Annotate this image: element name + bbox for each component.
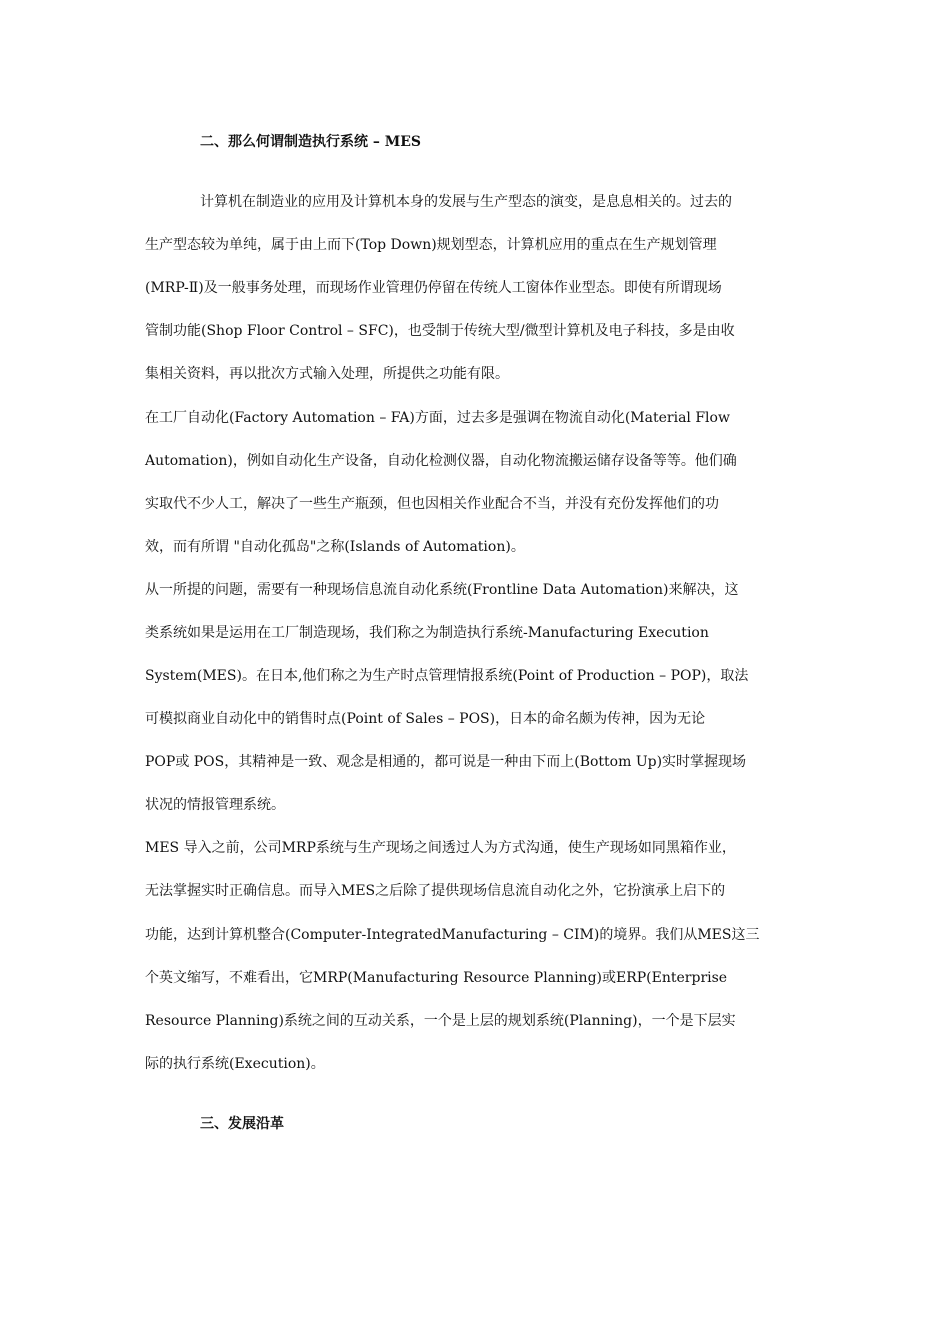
paragraph-line: Automation)，例如自动化生产设备，自动化检测仪器，自动化物流搬运储存设备等等。他们确	[145, 453, 737, 469]
paragraph-line: 生产型态较为单纯，属于由上而下(Top Down)规划型态，计算机应用的重点在生产规划管理	[145, 237, 717, 253]
paragraph-line: POP或 POS，其精神是一致、观念是相通的，都可说是一种由下而上(Bottom Up)实时掌握现场	[145, 754, 747, 770]
paragraph-line: 可模拟商业自动化中的销售时点(Point of Sales – POS)，日本的命名颇为传神，因为无论	[145, 711, 706, 727]
section-heading-development-history: 三、发展沿革	[200, 1116, 284, 1132]
paragraph-line: 实取代不少人工，解决了一些生产瓶颈，但也因相关作业配合不当，并没有充份发挥他们的功	[145, 496, 719, 512]
paragraph-line: 从一所提的问题，需要有一种现场信息流自动化系统(Frontline Data Automation)来解决，这	[145, 582, 739, 598]
paragraph-line: 集相关资料，再以批次方式输入处理，所提供之功能有限。	[145, 366, 509, 382]
paragraph-line: 功能，达到计算机整合(Computer-IntegratedManufacturing – CIM)的境界。我们从MES这三	[145, 927, 760, 943]
paragraph-line: 效，而有所谓 "自动化孤岛"之称(Islands of Automation)。	[145, 539, 525, 555]
paragraph-line: 类系统如果是运用在工厂制造现场，我们称之为制造执行系统-Manufacturing Execution	[145, 625, 709, 641]
paragraph-line: 个英文缩写，不难看出，它MRP(Manufacturing Resource Planning)或ERP(Enterprise	[145, 970, 728, 986]
paragraph-line: 管制功能(Shop Floor Control – SFC)，也受制于传统大型/微型计算机及电子科技，多是由收	[145, 323, 735, 339]
paragraph-line: 际的执行系统(Execution)。	[145, 1056, 325, 1072]
section-heading-what-is-mes: 二、那么何谓制造执行系统 – MES	[200, 134, 422, 150]
paragraph-line: 无法掌握实时正确信息。而导入MES之后除了提供现场信息流自动化之外，它扮演承上启下的	[145, 883, 726, 899]
paragraph-line: 状况的情报管理系统。	[145, 797, 285, 813]
paragraph-line: 计算机在制造业的应用及计算机本身的发展与生产型态的演变，是息息相关的。过去的	[200, 194, 732, 210]
paragraph-line: MES 导入之前，公司MRP系统与生产现场之间透过人为方式沟通，使生产现场如同黑箱作业，	[145, 840, 736, 856]
paragraph-line: (MRP-Ⅱ)及一般事务处理，而现场作业管理仍停留在传统人工窗体作业型态。即使有所谓现场	[145, 280, 722, 296]
paragraph-line: 在工厂自动化(Factory Automation – FA)方面，过去多是强调在物流自动化(Material Flow	[145, 410, 730, 426]
paragraph-line: Resource Planning)系统之间的互动关系，一个是上层的规划系统(Planning)，一个是下层实	[145, 1013, 736, 1029]
paragraph-line: System(MES)。在日本,他们称之为生产时点管理情报系统(Point of Production – POP)，取法	[145, 668, 749, 684]
